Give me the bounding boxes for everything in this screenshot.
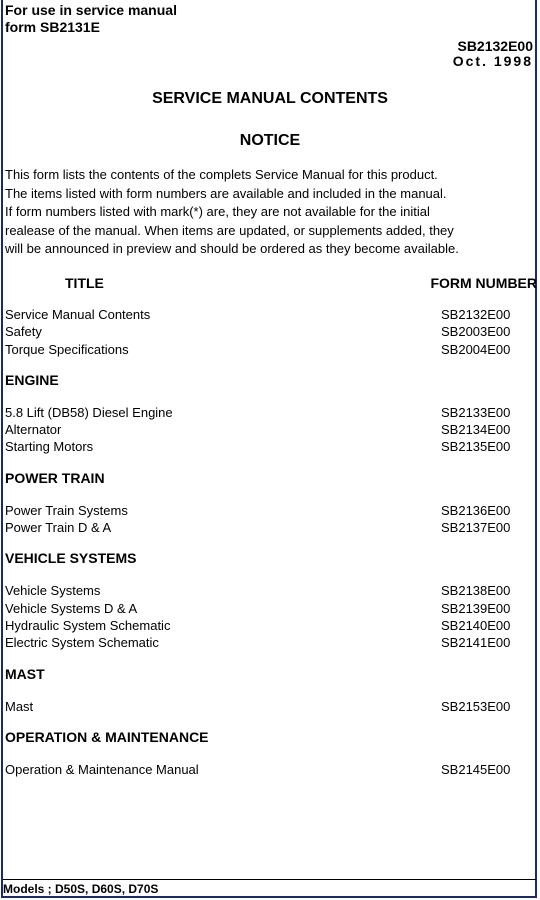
item-title: Vehicle Systems D & A (5, 600, 138, 616)
item-form-number: SB2135E00 (441, 439, 511, 455)
item-title: Service Manual Contents (5, 307, 151, 322)
item-form-number: SB2138E00 (441, 583, 511, 599)
contents-row (0, 519, 540, 536)
item-form-number: SB2153E00 (441, 698, 511, 714)
item-form-number: SB2003E00 (441, 324, 511, 340)
item-form-number: SB2134E00 (441, 422, 511, 438)
contents-row (0, 634, 540, 651)
notice-line: If form numbers listed with mark(*) are, they are not available for the initial (5, 204, 430, 220)
contents-section (0, 363, 540, 461)
document-date: Oct. 1998 (452, 53, 533, 69)
notice-heading: NOTICE (239, 132, 301, 149)
item-title: Operation & Maintenance Manual (5, 761, 199, 777)
contents-row (0, 306, 540, 323)
section-items (0, 576, 540, 656)
usage-note-line2: form SB2131E (5, 19, 100, 35)
notice-line: This form lists the contents of the complets Service Manual for this product. (5, 167, 438, 182)
contents-row (0, 600, 540, 617)
contents-row (0, 323, 540, 340)
item-title: Alternator (5, 422, 62, 438)
contents-section (0, 657, 540, 720)
usage-note (5, 2, 177, 36)
notice-body (5, 166, 525, 259)
section-items (0, 692, 540, 720)
contents-section (0, 720, 540, 783)
contents-list (0, 300, 540, 783)
section-items (0, 398, 540, 461)
contents-row (0, 698, 540, 715)
item-form-number: SB2139E00 (441, 600, 511, 616)
contents-row (0, 617, 540, 634)
contents-section (0, 541, 540, 656)
item-title: Safety (5, 324, 42, 340)
section-heading: ENGINE (5, 371, 59, 388)
contents-section (0, 461, 540, 542)
item-title: Mast (5, 698, 34, 714)
item-title: Hydraulic System Schematic (5, 617, 171, 633)
contents-row (0, 438, 540, 455)
item-title: 5.8 Lift (DB58) Diesel Engine (5, 404, 173, 420)
item-title: Power Train Systems (5, 502, 128, 518)
section-heading: MAST (5, 665, 45, 682)
item-form-number: SB2141E00 (441, 635, 511, 651)
contents-row (0, 502, 540, 519)
document-number: SB2132E00 (457, 38, 533, 54)
notice-line: will be announced in preview and should be ordered as they become available. (5, 241, 459, 257)
item-form-number: SB2140E00 (441, 617, 511, 633)
item-title: Electric System Schematic (5, 635, 159, 651)
item-form-number: SB2132E00 (441, 307, 511, 322)
item-form-number: SB2004E00 (441, 341, 511, 357)
contents-row (0, 421, 540, 438)
section-items (0, 755, 540, 783)
notice-line: realease of the manual. When items are updated, or supplements added, they (5, 222, 454, 238)
item-title: Power Train D & A (5, 520, 112, 536)
item-form-number: SB2145E00 (441, 761, 511, 777)
footer-divider (3, 879, 536, 880)
contents-row (0, 341, 540, 358)
item-form-number: SB2137E00 (441, 520, 511, 536)
contents-row (0, 582, 540, 599)
item-form-number: SB2133E00 (441, 404, 511, 420)
item-title: Starting Motors (5, 439, 94, 455)
section-heading: POWER TRAIN (5, 469, 105, 486)
item-form-number: SB2136E00 (441, 502, 511, 518)
notice-line: The items listed with form numbers are available and included in the manual. (5, 185, 447, 201)
section-heading: OPERATION & MAINTENANCE (5, 728, 209, 745)
column-header-title: TITLE (65, 275, 104, 291)
page-title: SERVICE MANUAL CONTENTS (152, 90, 388, 107)
contents-row (0, 404, 540, 421)
column-header-form-number: FORM NUMBER (430, 275, 537, 291)
item-title: Torque Specifications (5, 341, 129, 357)
usage-note-line1: For use in service manual (5, 2, 177, 18)
item-title: Vehicle Systems (5, 583, 101, 599)
section-items (0, 300, 540, 363)
models-footer: Models ; D50S, D60S, D70S (3, 882, 159, 896)
contents-section (0, 300, 540, 363)
contents-row (0, 761, 540, 778)
document-reference (453, 39, 533, 69)
section-items (0, 496, 540, 542)
section-heading: VEHICLE SYSTEMS (5, 550, 137, 567)
